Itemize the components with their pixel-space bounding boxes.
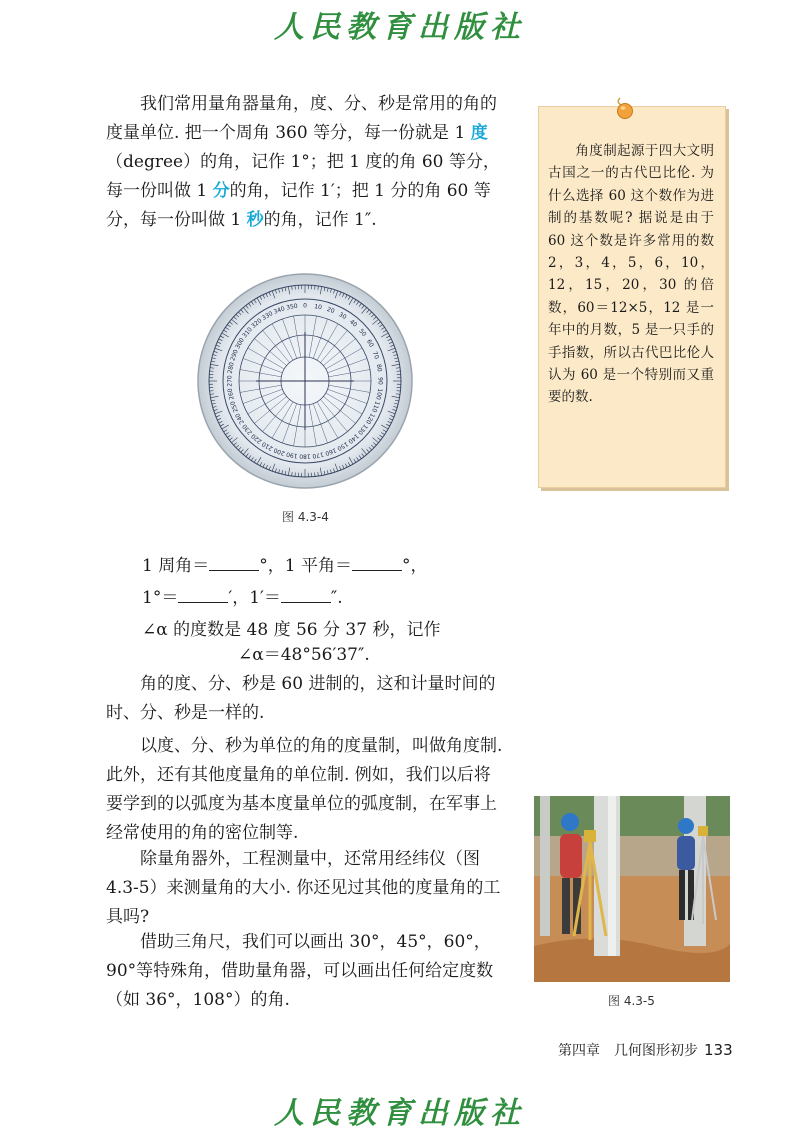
surveyor-theodolite-photo	[534, 796, 730, 982]
protractor-degree-label: 140	[346, 432, 359, 445]
text-run: 除量角器外，工程测量中，还常用经纬仪（图 4.3-5）来测量角的大小. 你还见过其他的度量角的工具吗?	[106, 849, 500, 927]
protractor-degree-label: 50	[357, 328, 367, 338]
exercise-line-2	[142, 586, 343, 610]
protractor-degree-label: 120	[364, 412, 376, 426]
protractor-degree-label: 80	[375, 364, 383, 373]
text-run: °，1 平角＝	[259, 556, 352, 576]
protractor-degree-label: 150	[336, 440, 350, 452]
text-run: 角的度、分、秒是 60 进制的，这和计量时间的时、分、秒是一样的.	[106, 674, 495, 723]
protractor-degree-label: 70	[371, 351, 380, 361]
protractor-degree-label: 110	[370, 400, 381, 413]
text-run: 借助三角尺，我们可以画出 30°，45°，60°，90°等特殊角，借助量角器，可以画出任何给定度数（如 36°，108°）的角.	[106, 932, 493, 1010]
paragraph-angle-system	[106, 732, 506, 848]
protractor-degree-label: 250	[229, 400, 240, 413]
protractor-degree-label: 0	[303, 303, 307, 310]
chapter-title: 第四章 几何图形初步	[558, 1043, 698, 1059]
answer-blank	[352, 554, 402, 571]
answer-blank	[209, 554, 259, 571]
protractor-degree-label: 300	[234, 337, 246, 351]
text-run: 的角，记作 1″.	[264, 210, 377, 230]
figure-caption-protractor: 图 4.3-4	[282, 508, 329, 525]
paragraph-drawing-angles	[106, 928, 506, 1015]
protractor-degree-label: 290	[229, 349, 240, 362]
text-run: 我们常用量角器量角，度、分、秒是常用的角的度量单位. 把一个周角 360 等分，每一份就是 1	[106, 94, 497, 143]
protractor-degree-label: 350	[286, 303, 299, 312]
protractor-degree-label: 60	[365, 338, 375, 348]
text-run: （degree）的角，记作 1°；把 1 度的角 60 等分，每一份叫做 1	[106, 152, 500, 201]
paragraph-base-60	[106, 670, 506, 728]
publisher-logo-top: 人民教育出版社	[0, 2, 800, 46]
text-run: °，	[402, 556, 428, 576]
protractor-degree-label: 170	[312, 450, 325, 459]
protractor-degree-label: 320	[250, 317, 263, 330]
text-run: ′，1′＝	[228, 588, 281, 608]
term-second: 秒	[247, 210, 264, 230]
protractor-degree-label: 270	[227, 375, 234, 387]
text-run: 1 周角＝	[142, 556, 209, 576]
exercise-line-4: ∠α＝48°56′37″.	[238, 643, 370, 667]
answer-blank	[281, 586, 331, 603]
protractor-degree-label: 240	[234, 412, 246, 426]
protractor-degree-label: 20	[326, 306, 336, 315]
protractor-degree-label: 130	[356, 423, 369, 436]
protractor-degree-label: 200	[273, 446, 286, 457]
protractor-degree-label: 10	[314, 303, 323, 311]
protractor-degree-label: 90	[377, 377, 384, 385]
note-text	[548, 140, 714, 409]
figure-caption-theodolite: 图 4.3-5	[608, 992, 655, 1009]
full-circle-protractor-image	[196, 272, 414, 490]
text-run: 的角，记作 1′；把 1 分的角 60 等分，每一份叫做 1	[106, 181, 491, 230]
page-footer	[558, 1040, 733, 1060]
pin-icon	[614, 96, 634, 120]
paragraph-theodolite	[106, 845, 506, 932]
protractor-degree-label: 180	[299, 453, 311, 460]
page-number: 133	[704, 1041, 733, 1059]
protractor-degree-label: 340	[273, 305, 286, 316]
exercise-line-3: ∠α 的度数是 48 度 56 分 37 秒，记作	[142, 618, 440, 642]
protractor-degree-label: 30	[337, 311, 347, 321]
protractor-degree-label: 330	[261, 310, 275, 322]
protractor-degree-label: 220	[250, 432, 263, 445]
exercise-line-1	[142, 554, 427, 578]
protractor-degree-label: 310	[241, 326, 254, 339]
text-run: 1°＝	[142, 588, 178, 608]
term-minute: 分	[213, 181, 230, 201]
protractor-degree-label: 190	[286, 450, 299, 459]
answer-blank	[178, 586, 228, 603]
protractor-degree-label: 280	[227, 362, 236, 375]
text-run: 以度、分、秒为单位的角的度量制，叫做角度制. 此外，还有其他度量角的单位制. 例如，我们以后将要学到的以弧度为基本度量单位的弧度制，在军事上经常使用的角的密位制等.	[106, 736, 502, 843]
note-body: 角度制起源于四大文明古国之一的古代巴比伦. 为什么选择 60 这个数作为进制的基数呢? 据说是由于 60 这个数是许多常用的数 2，3，4，5，6，10，12，15，20，30 的倍数，60＝12×5，12 是一年中的月数，5 是一只手的手指数，所以古代巴比伦人认为 60 是一个特别而又重要的数.	[548, 143, 714, 405]
protractor-degree-label: 40	[348, 318, 358, 328]
publisher-logo-bottom: 人民教育出版社	[0, 1088, 800, 1132]
protractor-degree-label: 100	[374, 388, 383, 401]
protractor-degree-label: 260	[227, 388, 236, 401]
text-run: ″.	[331, 588, 343, 608]
term-degree: 度	[471, 123, 488, 143]
paragraph-angle-units	[106, 90, 506, 235]
protractor-degree-label: 230	[241, 422, 254, 435]
protractor-degree-label: 210	[261, 440, 275, 452]
protractor-degree-label: 160	[324, 446, 337, 457]
